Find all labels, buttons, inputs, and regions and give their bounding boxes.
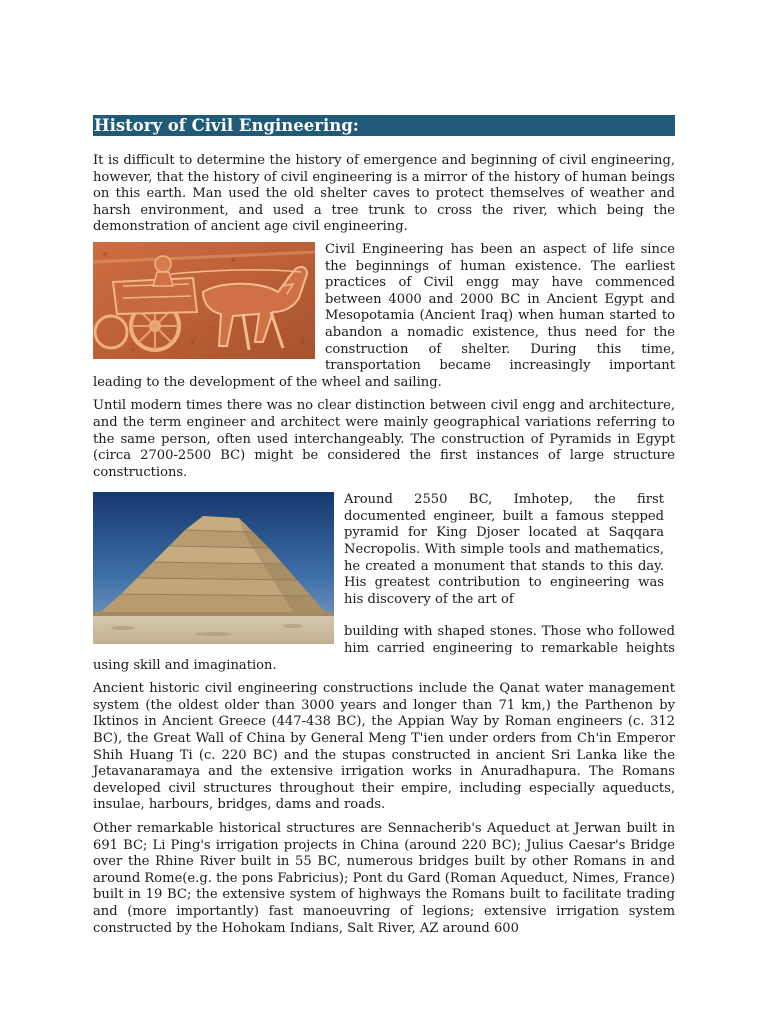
document-page xyxy=(93,115,675,937)
paragraph-ancient-constructions: Ancient historic civil engineering constructions include the Qanat water management system (the oldest older than 3000 years and longer than 71 km,) the Parthenon by Iktinos in Ancient Greece (447-438 BC), the Appian Way by Roman engineers (c. 312 BC), the Great Wall of China by General Meng T'ien under orders from Ch'in Emperor Shih Huang Ti (c. 220 BC) and the stupas constructed in ancient Sri Lanka like the Jetavanaramaya and the extensive irrigation works in Anuradhapura. The Romans developed civil structures throughout their empire, including especially aqueducts, insulae, harbours, bridges, dams and roads. xyxy=(93,681,675,813)
paragraph-imhotep: Around 2550 BC, Imhotep, the first documented engineer, built a famous stepped pyramid for King Djoser located at Saqqara Necropolis. With simple tools and mathematics, he created a monument that stands to this day. His greatest contribution to engineering was his discovery of the art of xyxy=(344,492,664,607)
chariot-section xyxy=(93,242,675,391)
paragraph-imhotep-continued: building with shaped stones. Those who followed him carried engineering to remarkable heights using skill and imagination. xyxy=(93,624,675,673)
chariot-relief-image xyxy=(93,242,315,359)
paragraph-intro: It is difficult to determine the history of emergence and beginning of civil engineering, however, that the history of civil engineering is a mirror of the history of human beings on this earth. Man used the old shelter caves to protect themselves of weather and harsh environment, and used a tree trunk to cross the river, which being the demonstration of ancient age civil engineering. xyxy=(93,153,675,235)
step-pyramid-image xyxy=(93,492,334,644)
section-heading-bar xyxy=(93,115,675,136)
paragraph-other-structures: Other remarkable historical structures are Sennacherib's Aqueduct at Jerwan built in 691 BC; Li Ping's irrigation projects in China (around 220 BC); Julius Caesar's Bridge over the Rhine River built in 55 BC, numerous bridges built by other Romans in and around Rome(e.g. the pons Fabricius); Pont du Gard (Roman Aqueduct, Nimes, France) built in 19 BC; the extensive system of highways the Romans built to facilitate trading and (more importantly) fast manoeuvring of legions; extensive irrigation system constructed by the Hohokam Indians, Salt River, AZ around 600 xyxy=(93,820,675,936)
pyramid-section xyxy=(93,492,675,674)
paragraph-civil-engineering-origins: Civil Engineering has been an aspect of life since the beginnings of human existence. The earliest practices of Civil engg may have commenced between 4000 and 2000 BC in Ancient Egypt and Mesopotamia (Ancient Iraq) when human started to abandon a nomadic existence, thus need for the construction of shelter. During this time, transportation became increasingly important leading to the development of the wheel and sailing. xyxy=(93,241,675,390)
paragraph-civil-vs-architecture: Until modern times there was no clear distinction between civil engg and architecture, and the term engineer and architect were mainly geographical variations referring to the same person, often used interchangeably. The construction of Pyramids in Egypt (circa 2700-2500 BC) might be considered the first instances of large structure constructions. xyxy=(93,398,675,480)
page-title: History of Civil Engineering: xyxy=(94,116,359,135)
